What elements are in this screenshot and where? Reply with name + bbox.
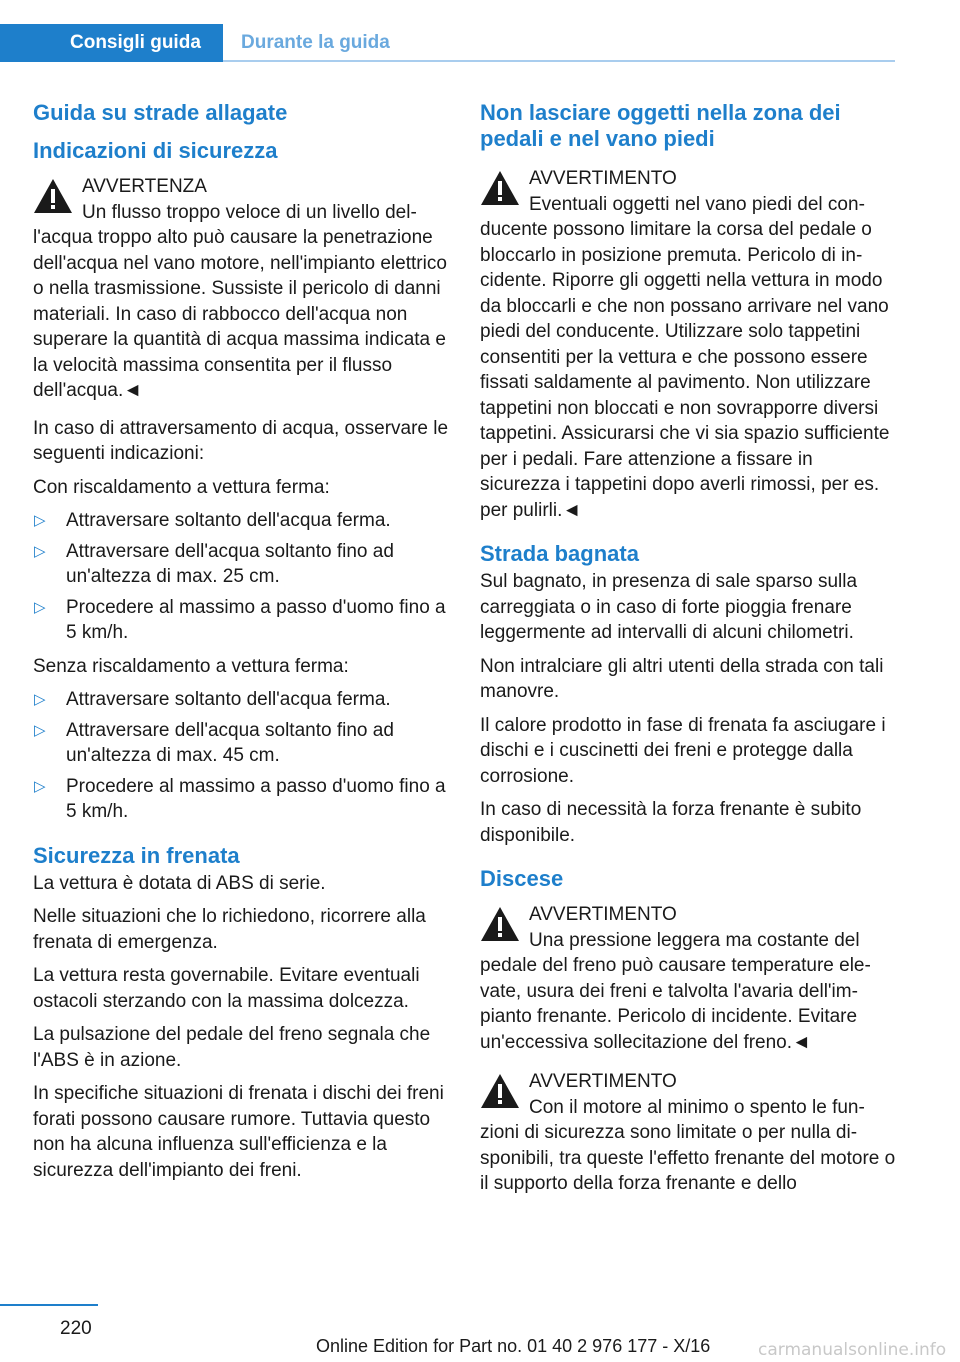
paragraph: La pulsazione del pedale del freno segnala che l'ABS è in azione. bbox=[33, 1024, 431, 1071]
triangle-bullet-icon: ▷ bbox=[34, 542, 46, 560]
list-item bbox=[33, 774, 449, 825]
paragraph: La vettura è dotata di ABS di serie. bbox=[33, 872, 326, 894]
list-item bbox=[33, 687, 449, 713]
list-item bbox=[33, 718, 449, 769]
paragraph: Nelle situazioni che lo richiedono, ricorrere alla frenata di emergenza. bbox=[33, 906, 426, 953]
warning-text: Una pressione leggera ma costante del pedale del freno può causare temperature elevate, usura dei freni e talvolta l'avaria dell'impianto frenante. Pericolo di incidente. Evitare un'eccessiva sollecitazione del freno.◄ bbox=[480, 929, 871, 1053]
list-item bbox=[33, 595, 449, 646]
warning-label: AVVERTIMENTO bbox=[529, 904, 677, 925]
warning-text: Un flusso troppo veloce di un livello dell'acqua troppo alto può causare la penetrazione dell'acqua nel vano motore, nell'impianto elettrico o nella trasmissione. Sussiste il pericolo di danni materiali. In caso di rabbocco dell'acqua non superare la quantità di acqua massima indicata e la velocità massima consentita per il flusso dell'acqua.◄ bbox=[33, 201, 447, 401]
watermark: carmanualsonline.info bbox=[758, 1340, 947, 1360]
bullet-list bbox=[33, 687, 449, 825]
triangle-bullet-icon: ▷ bbox=[34, 598, 46, 616]
warning-box bbox=[480, 164, 896, 523]
paragraph: Sul bagnato, in presenza di sale sparso sulla carreggiata o in caso di forte pioggia frenare leggermente ad intervalli di alcuni chilometri. bbox=[480, 571, 858, 643]
paragraph: In caso di attraversamento di acqua, osservare le seguenti indicazioni: bbox=[33, 417, 449, 464]
tab-durante-la-guida: Durante la guida bbox=[241, 32, 390, 53]
bullet-list bbox=[33, 508, 449, 646]
paragraph: In specifiche situazioni di frenata i dischi dei freni forati possono causare rumore. Tuttavia questo non ha alcuna influenza sull'efficienza e la sicurezza dell'impianto dei freni. bbox=[33, 1083, 444, 1181]
warning-text: Con il motore al minimo o spento le funzioni di sicurezza sono limitate o per nulla disponibili, tra queste l'effetto frenante del motore o il supporto della forza frenante e dello bbox=[480, 1096, 896, 1194]
header-divider bbox=[223, 60, 895, 62]
list-item bbox=[33, 508, 449, 534]
list-item-text: Attraversare dell'acqua soltanto fino ad un'altezza di max. 45 cm. bbox=[66, 719, 394, 766]
paragraph: Il calore prodotto in fase di frenata fa asciugare i dischi e i cuscinetti dei freni e protegge dalla corrosione. bbox=[480, 714, 886, 787]
triangle-bullet-icon: ▷ bbox=[34, 512, 46, 529]
paragraph: La vettura resta governabile. Evitare eventuali ostacoli sterzando con la massima dolcezza. bbox=[33, 965, 420, 1012]
triangle-bullet-icon: ▷ bbox=[34, 721, 46, 739]
section-title-oggetti-pedali: Non lasciare oggetti nella zona dei pedali e nel vano piedi bbox=[480, 100, 841, 151]
warning-label: AVVERTIMENTO bbox=[529, 168, 677, 189]
warning-box bbox=[480, 900, 896, 1055]
list-item-text: Attraversare dell'acqua soltanto fino ad un'altezza di max. 25 cm. bbox=[66, 540, 394, 587]
section-title-frenata: Sicurezza in frenata bbox=[33, 842, 240, 868]
section-title-strada-bagnata: Strada bagnata bbox=[480, 541, 639, 566]
warning-triangle-icon bbox=[480, 906, 520, 942]
list-item-text: Attraversare soltanto dell'acqua ferma. bbox=[66, 510, 391, 531]
paragraph: Non intralciare gli altri utenti della strada con tali manovre. bbox=[480, 655, 884, 702]
list-item bbox=[33, 539, 449, 590]
tab-consigli-guida bbox=[0, 24, 223, 62]
left-column bbox=[33, 100, 449, 1191]
paragraph: Con riscaldamento a vettura ferma: bbox=[33, 476, 330, 498]
warning-label: AVVERTENZA bbox=[82, 176, 207, 197]
warning-triangle-icon bbox=[480, 1073, 520, 1109]
warning-box bbox=[480, 1067, 896, 1197]
section-title-strade-allagate: Guida su strade allagate bbox=[33, 100, 288, 125]
triangle-bullet-icon: ▷ bbox=[34, 777, 46, 795]
triangle-bullet-icon: ▷ bbox=[34, 691, 46, 708]
paragraph: Senza riscaldamento a vettura ferma: bbox=[33, 655, 349, 677]
right-column bbox=[480, 100, 896, 1209]
warning-triangle-icon bbox=[33, 178, 73, 214]
page-number: 220 bbox=[60, 1318, 92, 1339]
warning-triangle-icon bbox=[480, 170, 520, 206]
section-title-discese: Discese bbox=[480, 866, 564, 891]
list-item-text: Attraversare soltanto dell'acqua ferma. bbox=[66, 689, 391, 710]
tab-active-label: Consigli guida bbox=[70, 32, 201, 53]
list-item-text: Procedere al massimo a passo d'uomo fino a 5 km/h. bbox=[66, 775, 446, 822]
warning-label: AVVERTIMENTO bbox=[529, 1071, 677, 1092]
header-tabs bbox=[0, 24, 895, 62]
subsection-title-sicurezza: Indicazioni di sicurezza bbox=[33, 138, 278, 163]
footer-rule bbox=[0, 1304, 98, 1306]
paragraph: In caso di necessità la forza frenante è subito disponibile. bbox=[480, 799, 862, 846]
list-item-text: Procedere al massimo a passo d'uomo fino a 5 km/h. bbox=[66, 596, 446, 643]
warning-box bbox=[33, 172, 449, 404]
warning-text: Eventuali oggetti nel vano piedi del conducente possono limitare la corsa del pedale o bloccarlo in posizione premuta. Pericolo di incidente. Riporre gli oggetti nella vettura in modo da bloccarli e che non possano arrivare nel vano piedi del conducente. Utilizzare solo tappetini consentiti per la vettura e che possono essere fissati saldamente al pavimento. Non utilizzare tappetini non bloccati e non sovrapporre diversi tappetini. Assicurarsi che vi sia spazio sufficiente per i pedali. Fare attenzione a fissare in sicurezza i tappetini dopo averli rimossi, per es. per pulirli.◄ bbox=[480, 193, 890, 521]
edition-note: Online Edition for Part no. 01 40 2 976 177 - X/16 bbox=[316, 1336, 711, 1356]
